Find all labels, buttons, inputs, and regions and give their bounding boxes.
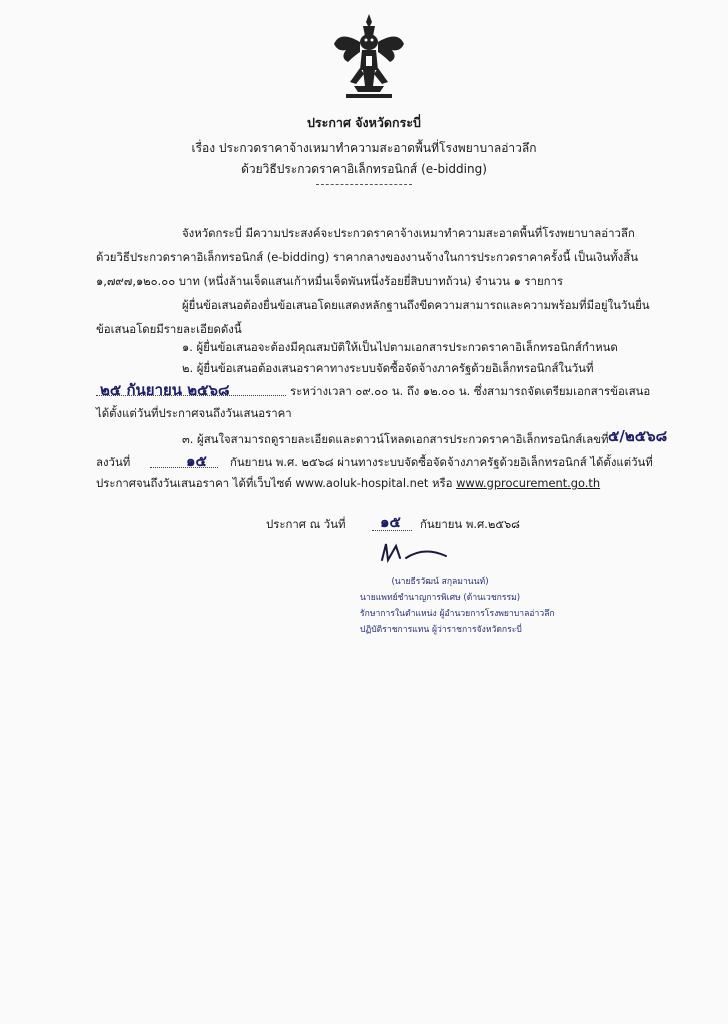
item-2-line-3: ได้ตั้งแต่วันที่ประกาศจนถึงวันเสนอราคา	[96, 406, 292, 420]
document-title: ประกาศ จังหวัดกระบี่	[307, 115, 421, 130]
document-day-handwritten: ๑๕	[186, 452, 207, 470]
item-3-date-label: ลงวันที่	[96, 455, 131, 469]
item-1: ๑. ผู้ยื่นข้อเสนอจะต้องมีคุณสมบัติให้เป็นไปตามเอกสารประกวดราคาอิเล็กทรอนิกส์กำหนด	[182, 340, 618, 354]
announcement-date-suffix: กันยายน พ.ศ.๒๕๖๘	[420, 517, 520, 531]
announcement-day-handwritten: ๑๕	[380, 513, 401, 531]
paragraph-1-line-2: ด้วยวิธีประกวดราคาอิเล็กทรอนิกส์ (e-bidding) ราคากลางของงานจ้างในการประกวดราคาครั้งนี้ เป็นเงินทั้งสิ้น	[96, 250, 638, 264]
gprocurement-link[interactable]: www.gprocurement.go.th	[456, 476, 601, 490]
signature-mark	[376, 540, 456, 568]
procurement-method: ด้วยวิธีประกวดราคาอิเล็กทรอนิกส์ (e-bidding)	[241, 162, 487, 176]
signatory-acting-role: รักษาการในตำแหน่ง ผู้อำนวยการโรงพยาบาลอ่าวลึก	[360, 609, 555, 619]
item-2-line-2: ระหว่างเวลา ๐๙.๐๐ น. ถึง ๑๒.๐๐ น. ซึ่งสามารถจัดเตรียมเอกสารข้อเสนอ	[290, 384, 651, 398]
paragraph-1-line-3: ๑,๗๙๗,๑๒๐.๐๐ บาท (หนึ่งล้านเจ็ดแสนเก้าหมื่นเจ็ดพันหนึ่งร้อยยี่สิบบาทถ้วน) จำนวน ๑ รายการ	[96, 274, 564, 288]
website-text: ประกาศจนถึงวันเสนอราคา ได้ที่เว็บไซต์ www.aoluk-hospital.net หรือ	[96, 476, 453, 490]
document-day-underline	[150, 467, 218, 468]
paragraph-2-line-2: ข้อเสนอโดยมีรายละเอียดดังนี้	[96, 322, 242, 336]
signatory-position: นายแพทย์ชำนาญการพิเศษ (ด้านเวชกรรม)	[360, 593, 521, 603]
paragraph-2-line-1: ผู้ยื่นข้อเสนอต้องยื่นข้อเสนอโดยแสดงหลักฐานถึงขีดความสามารถและความพร้อมที่มีอยู่ในวันยื่น	[182, 298, 650, 312]
item-3-line-3	[96, 476, 600, 490]
signatory-on-behalf: ปฏิบัติราชการแทน ผู้ว่าราชการจังหวัดกระบี่	[360, 625, 522, 635]
announcement-date-prefix: ประกาศ ณ วันที่	[266, 517, 346, 531]
item-3: ๓. ผู้สนใจสามารถดูรายละเอียดและดาวน์โหลดเอกสารประกวดราคาอิเล็กทรอนิกส์เลขที่	[182, 432, 609, 446]
item-3-line-2: กันยายน พ.ศ. ๒๕๖๘ ผ่านทางระบบจัดซื้อจัดจ้างภาครัฐด้วยอิเล็กทรอนิกส์ ได้ตั้งแต่วันที่	[230, 455, 653, 469]
garuda-emblem-icon	[330, 12, 408, 100]
document-number-handwritten: ๕/๒๕๖๘	[608, 427, 668, 445]
paragraph-1-line-1: จังหวัดกระบี่ มีความประสงค์จะประกวดราคาจ้างเหมาทำความสะอาดพื้นที่โรงพยาบาลอ่าวลึก	[182, 226, 635, 240]
signatory-name: (นายธีรวัฒน์ สกุลมานนท์)	[391, 577, 489, 587]
item-2: ๒. ผู้ยื่นข้อเสนอต้องเสนอราคาทางระบบจัดซื้อจัดจ้างภาครัฐด้วยอิเล็กทรอนิกส์ในวันที่	[182, 361, 594, 375]
announcement-day-underline	[372, 530, 412, 531]
document-subject: เรื่อง ประกวดราคาจ้างเหมาทำความสะอาดพื้นที่โรงพยาบาลอ่าวลึก	[191, 141, 537, 155]
bid-date-handwritten: ๒๕ กันยายน ๒๕๖๘	[100, 381, 230, 399]
title-divider	[316, 184, 412, 185]
bid-date-underline	[96, 395, 286, 396]
